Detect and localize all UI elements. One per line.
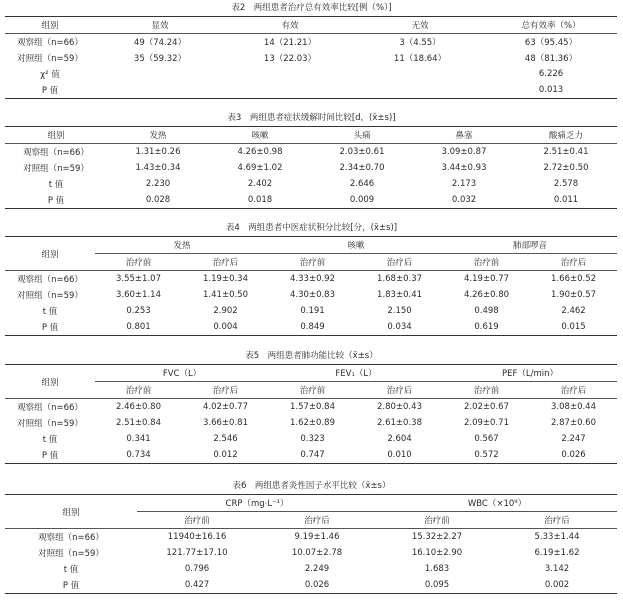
table-cell: 3.142 xyxy=(544,564,570,574)
table-cell: 4.26±0.98 xyxy=(237,147,283,157)
table5-group-label: 组别 xyxy=(5,365,95,399)
table-cell: 1.62±0.89 xyxy=(290,418,335,428)
row-label: 观察组（n=66） xyxy=(17,38,83,48)
table-cell: 14（21.21） xyxy=(263,38,317,48)
table-row xyxy=(5,399,617,416)
row-label: 对照组（n=59） xyxy=(17,419,83,429)
table-cell: 0.734 xyxy=(95,447,182,464)
table-cell: 11（18.64） xyxy=(393,54,447,64)
table4-caption: 表4 两组患者中医症状积分比较[分，(x̄±s)] xyxy=(225,223,398,233)
table-cell: 0.009 xyxy=(311,192,413,209)
table-cell: 2.02±0.67 xyxy=(464,402,509,412)
table-cell: 2.87±0.60 xyxy=(551,418,596,428)
table-cell: 2.604 xyxy=(387,434,412,444)
table-cell: 0.253 xyxy=(126,306,151,316)
table-cell: 11940±16.16 xyxy=(167,532,227,542)
table-cell: 0.498 xyxy=(474,306,499,316)
table-cell: 0.747 xyxy=(269,447,356,464)
row-label: 对照组（n=59） xyxy=(23,164,89,174)
row-label: P 值 xyxy=(5,447,95,464)
table2-header: 有效 xyxy=(225,17,355,34)
table6 xyxy=(5,494,617,594)
table5-subheader: 治疗后 xyxy=(182,382,269,399)
table-cell: 15.32±2.27 xyxy=(411,532,463,542)
table2 xyxy=(5,16,617,99)
table-cell: 0.018 xyxy=(209,192,311,209)
table-cell: 4.33±0.92 xyxy=(290,274,335,284)
table-cell: 0.026 xyxy=(530,447,617,464)
table-cell: 2.61±0.38 xyxy=(377,418,422,428)
table-cell: 3.66±0.81 xyxy=(203,418,248,428)
table4-subheader: 治疗后 xyxy=(530,254,617,271)
table-cell: 2.51±0.84 xyxy=(116,418,161,428)
table-cell: 2.462 xyxy=(561,306,586,316)
table-cell: 4.19±0.77 xyxy=(464,274,510,284)
table-cell: 1.68±0.37 xyxy=(377,274,423,284)
table-cell: 63（95.45） xyxy=(524,38,578,48)
row-label: P 值 xyxy=(5,577,137,594)
table-cell: 3.44±0.93 xyxy=(441,163,487,173)
row-label: t 值 xyxy=(42,307,58,317)
row-label: 观察组（n=66） xyxy=(17,403,83,413)
table3 xyxy=(5,126,617,209)
table-cell: 0.796 xyxy=(184,564,210,574)
table-row xyxy=(5,545,617,561)
table2-header: 总有效率（%） xyxy=(485,17,617,34)
table-cell: 4.26±0.80 xyxy=(464,290,510,300)
table-cell: 1.41±0.50 xyxy=(203,290,248,300)
table-cell: 0.034 xyxy=(356,319,443,336)
table4-group: 咳嗽 xyxy=(269,237,443,254)
table-cell: 0.010 xyxy=(356,447,443,464)
table4-subheader: 治疗前 xyxy=(443,254,530,271)
table-cell: 5.33±1.44 xyxy=(534,532,580,542)
table6-subheader: 治疗后 xyxy=(497,512,617,529)
table-row xyxy=(5,160,617,176)
table-cell: 0.013 xyxy=(485,82,617,99)
table-cell: 6.19±1.62 xyxy=(534,548,580,558)
table-row xyxy=(5,176,617,192)
table-cell: 0.191 xyxy=(300,306,325,316)
table4-subheader: 治疗后 xyxy=(182,254,269,271)
table-cell: 48（81.36） xyxy=(524,54,578,64)
table3-header: 酸痛乏力 xyxy=(515,127,617,144)
table-cell: 2.34±0.70 xyxy=(339,163,385,173)
table3-header: 头痛 xyxy=(311,127,413,144)
table4-group: 肺部啰音 xyxy=(443,237,617,254)
table4-subheader: 治疗后 xyxy=(356,254,443,271)
table5-group: FEV₁（L） xyxy=(269,365,443,382)
table3-header: 发热 xyxy=(107,127,209,144)
table-cell: 0.015 xyxy=(530,319,617,336)
table-row xyxy=(5,319,617,336)
row-label: 观察组（n=66） xyxy=(38,533,104,543)
table-cell: 0.095 xyxy=(377,577,497,594)
table-cell: 2.546 xyxy=(213,434,238,444)
table3-caption: 表3 两组患者症状缓解时间比较[d，(x̄±s)] xyxy=(227,113,396,123)
table-cell: 3.09±0.87 xyxy=(441,147,487,157)
table-cell: 13（22.03） xyxy=(263,54,317,64)
table-row xyxy=(5,447,617,464)
table-cell: 0.323 xyxy=(300,434,325,444)
row-label: 对照组（n=59） xyxy=(17,54,83,64)
table-row xyxy=(5,271,617,288)
table2-header: 显效 xyxy=(95,17,225,34)
row-label: 对照组（n=59） xyxy=(17,291,83,301)
table-cell: 49（74.24） xyxy=(133,38,187,48)
table-cell: 2.578 xyxy=(553,179,579,189)
table3-header: 组别 xyxy=(5,127,107,144)
row-label: P 值 xyxy=(5,82,95,99)
table-cell: 9.19±1.46 xyxy=(294,532,340,542)
table-cell: 2.646 xyxy=(349,179,375,189)
table-row xyxy=(5,529,617,546)
table-row xyxy=(5,144,617,161)
table-cell: 0.341 xyxy=(126,434,151,444)
row-label: t 值 xyxy=(48,180,64,190)
table-cell: 2.247 xyxy=(561,434,586,444)
table3-header: 咳嗽 xyxy=(209,127,311,144)
table3-header: 鼻塞 xyxy=(413,127,515,144)
table5-subheader: 治疗后 xyxy=(356,382,443,399)
row-label: 对照组（n=59） xyxy=(38,549,104,559)
table-cell: 2.51±0.41 xyxy=(543,147,589,157)
table4-group: 发热 xyxy=(95,237,269,254)
table-cell: 2.80±0.43 xyxy=(377,402,422,412)
table5 xyxy=(5,364,617,464)
table-cell: 0.619 xyxy=(443,319,530,336)
table4-group-label: 组别 xyxy=(5,237,95,271)
table5-group: PEF（L/min） xyxy=(443,365,617,382)
table-cell: 10.07±2.78 xyxy=(291,548,343,558)
table-cell: 1.19±0.34 xyxy=(203,274,248,284)
table-cell: 0.028 xyxy=(107,192,209,209)
row-label: 观察组（n=66） xyxy=(17,275,83,285)
table5-group: FVC（L） xyxy=(95,365,269,382)
table-cell: 0.026 xyxy=(257,577,377,594)
table-cell: 2.249 xyxy=(304,564,330,574)
table-cell: 0.572 xyxy=(443,447,530,464)
table-cell: 2.402 xyxy=(247,179,273,189)
table-row xyxy=(5,82,617,99)
table6-group: WBC（×10⁹） xyxy=(377,495,617,512)
table6-group: CRP（mg·L⁻¹） xyxy=(137,495,377,512)
table-cell: 1.90±0.57 xyxy=(551,290,597,300)
table-cell: 2.09±0.71 xyxy=(464,418,509,428)
table-row xyxy=(5,415,617,431)
table-cell: 6.226 xyxy=(538,69,564,79)
table2-caption: 表2 两组患者治疗总有效率比较[例（%）] xyxy=(231,3,392,13)
row-label: P 值 xyxy=(5,192,107,209)
table-cell: 3（4.55） xyxy=(399,38,441,48)
table-cell: 3.60±1.14 xyxy=(116,290,161,300)
table5-subheader: 治疗前 xyxy=(95,382,182,399)
table5-subheader: 治疗前 xyxy=(443,382,530,399)
table-cell: 4.02±0.77 xyxy=(203,402,248,412)
table-cell: 2.03±0.61 xyxy=(339,147,385,157)
table2-header: 无效 xyxy=(355,17,485,34)
table-cell: 3.08±0.44 xyxy=(551,402,596,412)
table-cell: 0.567 xyxy=(474,434,499,444)
row-label: P 值 xyxy=(5,319,95,336)
table-row xyxy=(5,34,617,51)
table-cell: 121.77±17.10 xyxy=(166,548,228,558)
table-cell: 1.57±0.84 xyxy=(290,402,335,412)
table6-subheader: 治疗后 xyxy=(257,512,377,529)
table2-header: 组别 xyxy=(5,17,95,34)
table-cell: 2.173 xyxy=(451,179,477,189)
table-row xyxy=(5,561,617,577)
table-cell: 0.427 xyxy=(137,577,257,594)
table5-subheader: 治疗前 xyxy=(269,382,356,399)
table6-subheader: 治疗前 xyxy=(137,512,257,529)
table-cell: 0.011 xyxy=(515,192,617,209)
table-cell: 1.683 xyxy=(424,564,450,574)
table-cell: 35（59.32） xyxy=(133,54,187,64)
row-label: t 值 xyxy=(42,435,58,445)
table-cell: 3.55±1.07 xyxy=(116,274,161,284)
table6-caption: 表6 两组患者炎性因子水平比较（x̄±s） xyxy=(232,481,391,491)
table4-subheader: 治疗前 xyxy=(269,254,356,271)
table4-subheader: 治疗前 xyxy=(95,254,182,271)
table-row xyxy=(5,66,617,82)
table-row xyxy=(5,192,617,209)
table-cell: 0.002 xyxy=(497,577,617,594)
table-cell: 0.801 xyxy=(95,319,182,336)
table-cell: 1.83±0.41 xyxy=(377,290,423,300)
table-cell: 4.30±0.83 xyxy=(290,290,335,300)
table-cell: 2.46±0.80 xyxy=(116,402,161,412)
table-cell: 1.66±0.52 xyxy=(551,274,597,284)
table-row xyxy=(5,287,617,303)
table-cell: 0.849 xyxy=(269,319,356,336)
table5-caption: 表5 两组患者肺功能比较（x̄±s） xyxy=(245,351,378,361)
table-cell: 2.72±0.50 xyxy=(543,163,589,173)
table-row xyxy=(5,577,617,594)
table6-subheader: 治疗前 xyxy=(377,512,497,529)
table-cell: 2.902 xyxy=(213,306,238,316)
table-cell: 1.43±0.34 xyxy=(135,163,181,173)
table-cell: 2.150 xyxy=(387,306,412,316)
table-cell: 4.69±1.02 xyxy=(237,163,283,173)
table5-subheader: 治疗后 xyxy=(530,382,617,399)
table-cell: 1.31±0.26 xyxy=(135,147,181,157)
table-row xyxy=(5,50,617,66)
table6-group-label: 组别 xyxy=(5,495,137,529)
table-cell: 16.10±2.90 xyxy=(411,548,463,558)
table-cell: 0.012 xyxy=(182,447,269,464)
row-label: 观察组（n=66） xyxy=(23,148,89,158)
table-cell: 2.230 xyxy=(145,179,171,189)
table4 xyxy=(5,236,617,336)
table-row xyxy=(5,431,617,447)
table-row xyxy=(5,303,617,319)
row-label: χ² 值 xyxy=(40,70,60,80)
table-cell: 0.004 xyxy=(182,319,269,336)
table-cell: 0.032 xyxy=(413,192,515,209)
row-label: t 值 xyxy=(63,565,79,575)
